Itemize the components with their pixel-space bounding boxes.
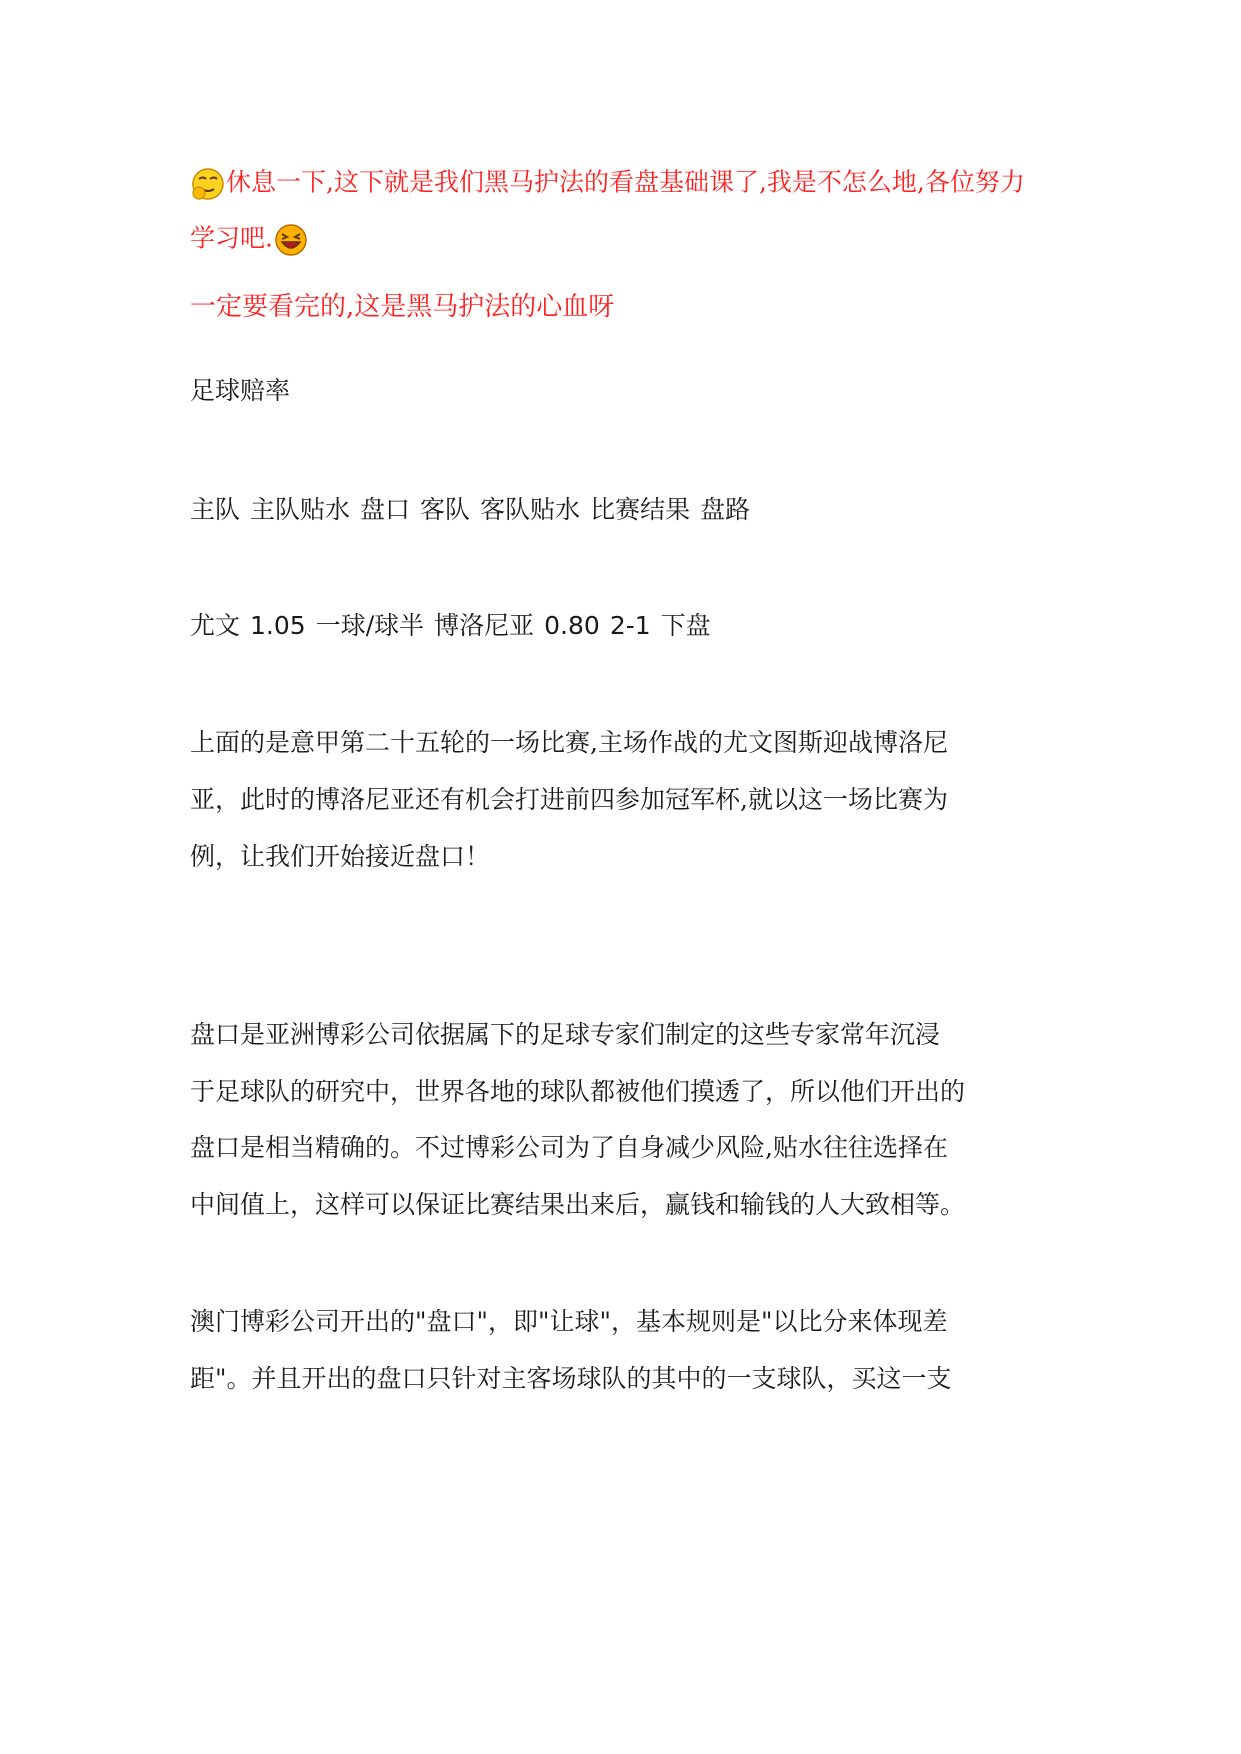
cell-away-odds: 0.80 bbox=[544, 611, 600, 640]
paragraph-3-line-2: 距"。并且开出的盘口只针对主客场球队的其中的一支球队，买这一支 bbox=[190, 1364, 952, 1393]
paragraph-2-line-3: 盘口是相当精确的。不过博彩公司为了自身减少风险,贴水往往选择在 bbox=[190, 1133, 948, 1162]
paragraph-1-line-2: 亚，此时的博洛尼亚还有机会打进前四参加冠军杯,就以这一场比赛为 bbox=[190, 785, 948, 814]
header-away-team: 客队 bbox=[420, 495, 471, 524]
intro-line-2 bbox=[190, 222, 309, 258]
paragraph-2-line-2: 于足球队的研究中，世界各地的球队都被他们摸透了，所以他们开出的 bbox=[190, 1077, 966, 1106]
header-away-odds: 客队贴水 bbox=[480, 495, 581, 524]
cell-home-team: 尤文 bbox=[190, 611, 241, 640]
intro-text-1: 休息一下,这下就是我们黑马护法的看盘基础课了,我是不怎么地,各位努力 bbox=[226, 167, 1025, 197]
paragraph-2-line-1: 盘口是亚洲博彩公司依据属下的足球专家们制定的这些专家常年沉浸 bbox=[190, 1020, 941, 1049]
header-home-odds: 主队贴水 bbox=[250, 495, 351, 524]
cell-away-team: 博洛尼亚 bbox=[434, 611, 535, 640]
intro-line-1 bbox=[190, 166, 1025, 202]
intro-emphasis: 一定要看完的,这是黑马护法的心血呀 bbox=[190, 292, 615, 322]
paragraph-1-line-3: 例，让我们开始接近盘口！ bbox=[190, 842, 491, 871]
cell-trend: 下盘 bbox=[660, 611, 711, 640]
header-handicap: 盘口 bbox=[360, 495, 411, 524]
intro-text-2: 学习吧. bbox=[190, 223, 273, 253]
paragraph-3-line-1: 澳门博彩公司开出的"盘口"，即"让球"，基本规则是"以比分来体现差 bbox=[190, 1307, 948, 1336]
header-result: 比赛结果 bbox=[590, 495, 691, 524]
cell-result: 2-1 bbox=[609, 611, 651, 640]
odds-table-row bbox=[190, 610, 711, 642]
laughing-face-icon bbox=[273, 222, 309, 258]
paragraph-1-line-1: 上面的是意甲第二十五轮的一场比赛,主场作战的尤文图斯迎战博洛尼 bbox=[190, 728, 948, 757]
cell-home-odds: 1.05 bbox=[250, 611, 306, 640]
section-heading: 足球赔率 bbox=[190, 376, 291, 405]
thinking-face-icon bbox=[190, 166, 226, 202]
paragraph-2-line-4: 中间值上，这样可以保证比赛结果出来后，赢钱和输钱的人大致相等。 bbox=[190, 1190, 966, 1219]
header-trend: 盘路 bbox=[700, 495, 751, 524]
header-home-team: 主队 bbox=[190, 495, 241, 524]
odds-table-header bbox=[190, 494, 750, 526]
cell-handicap: 一球/球半 bbox=[315, 611, 425, 640]
